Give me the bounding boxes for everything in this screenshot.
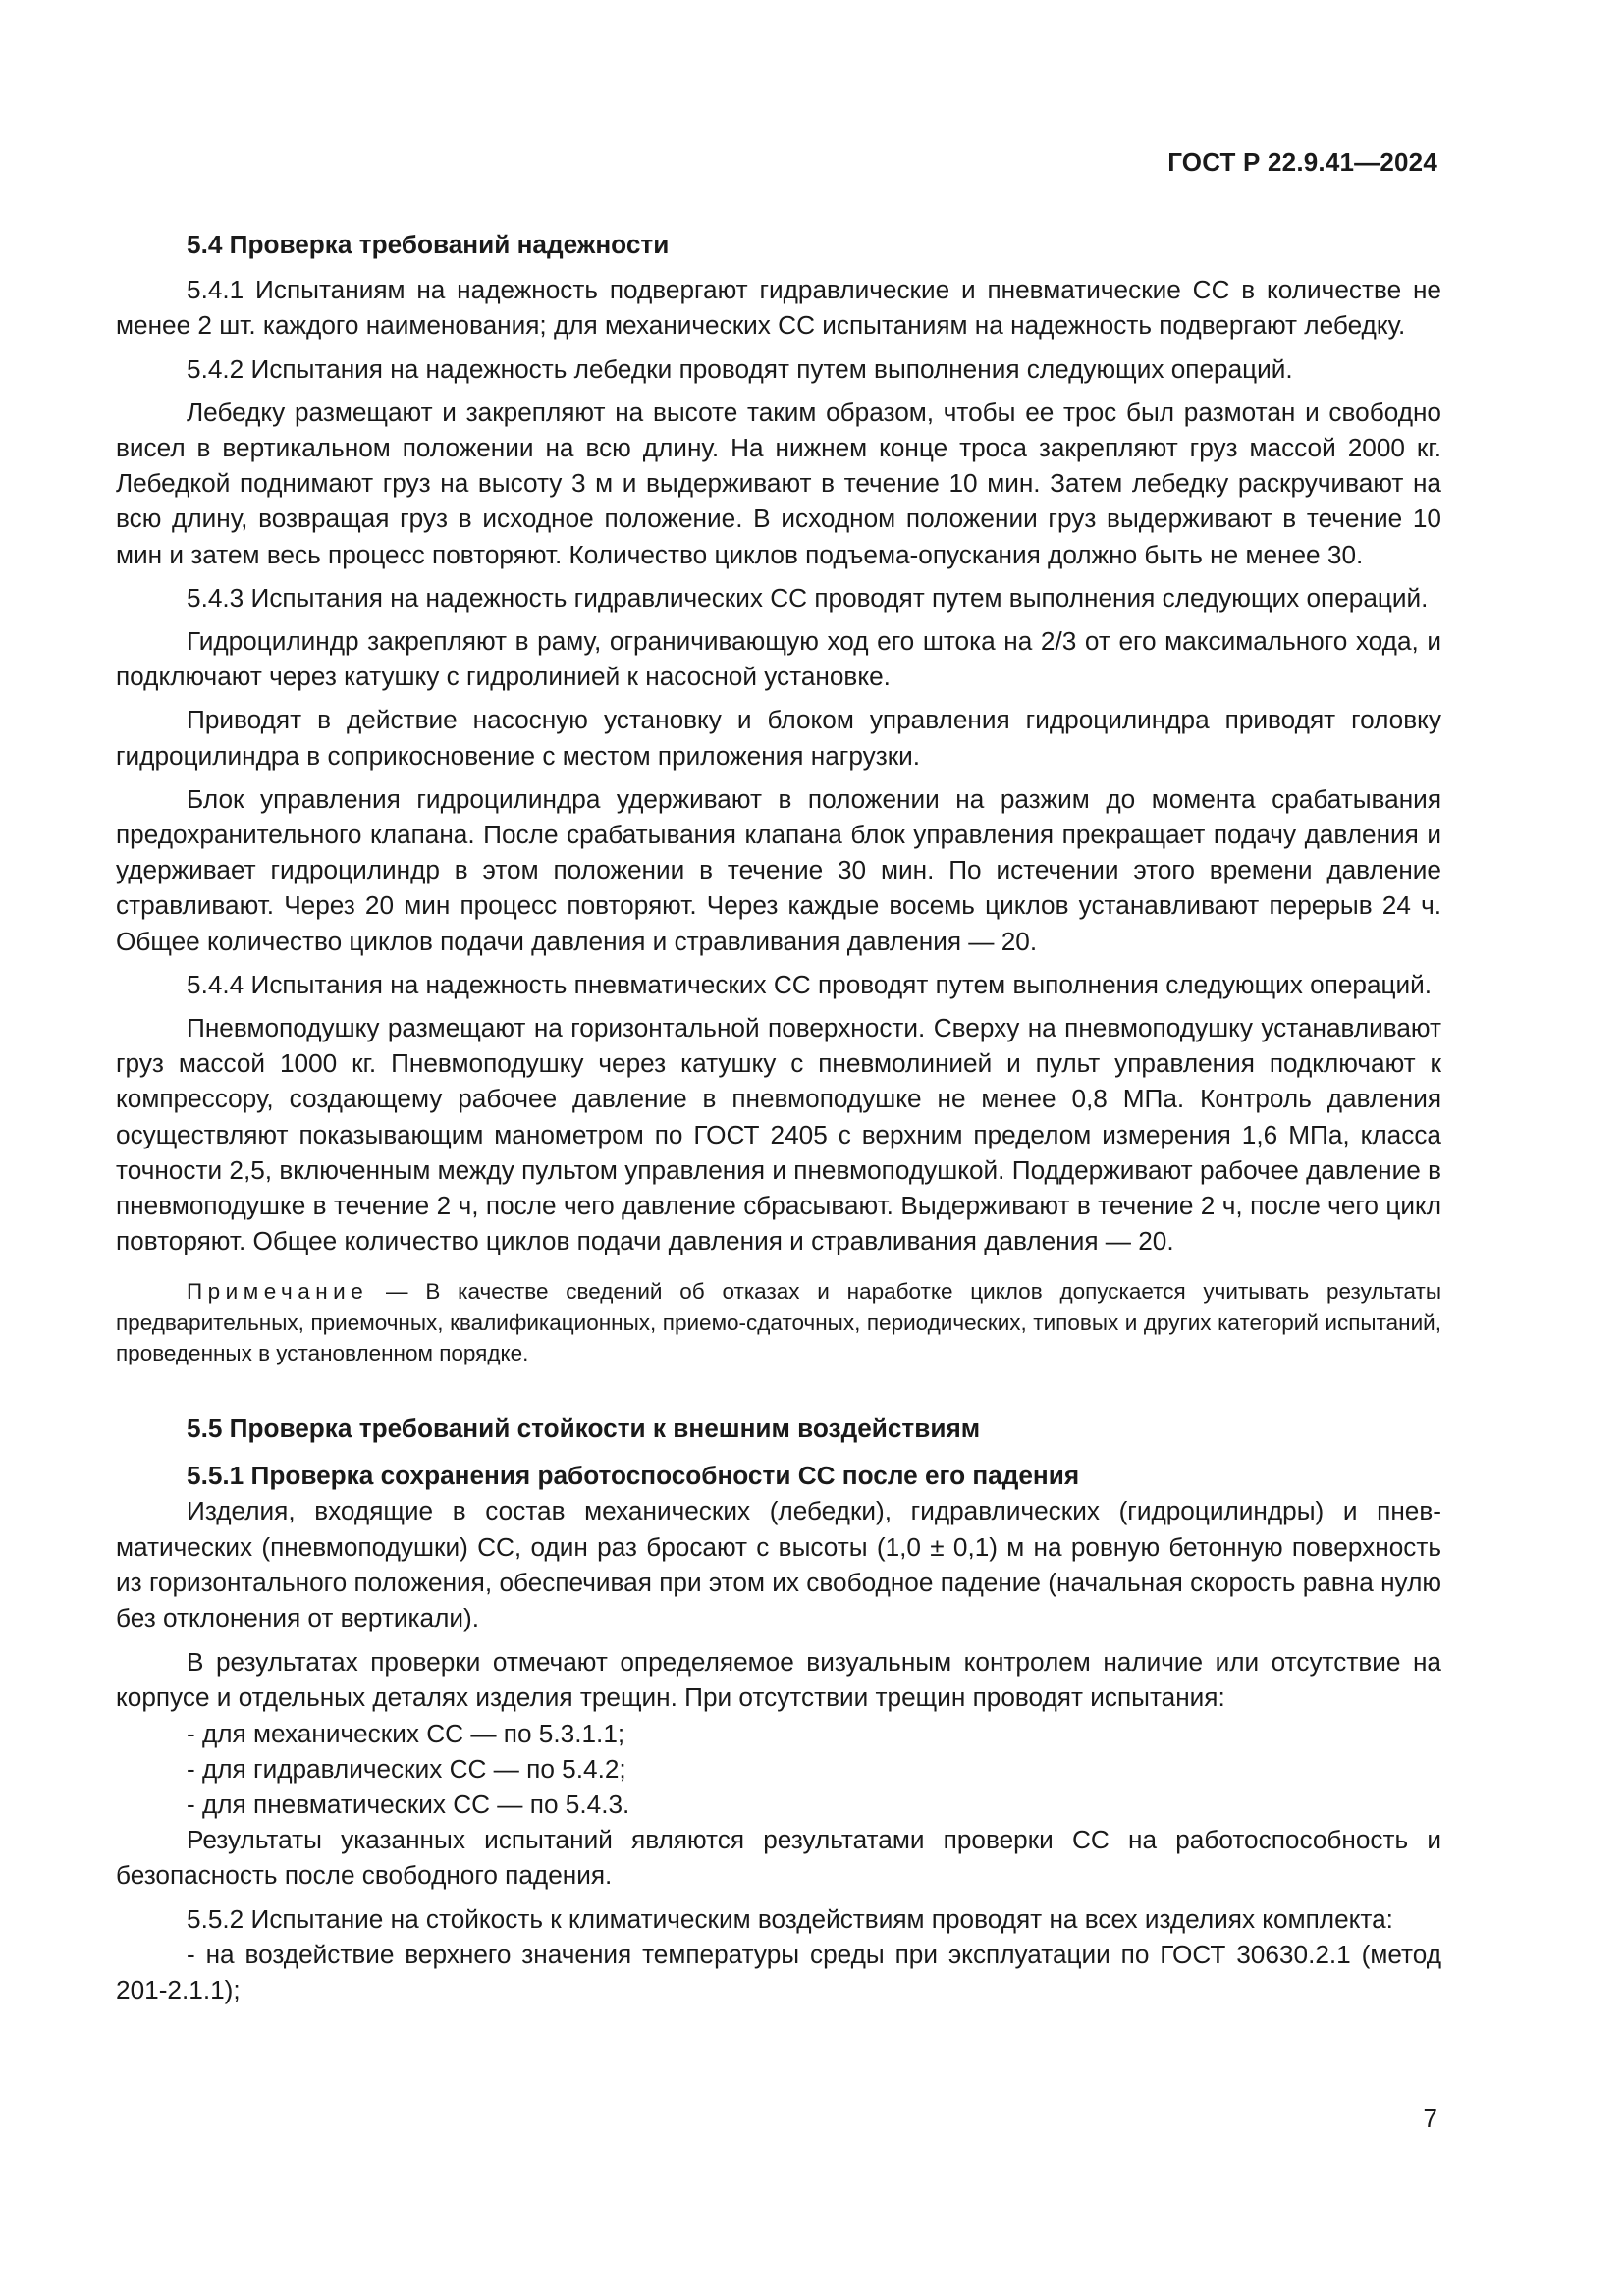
list-item: - для механических СС — по 5.3.1.1; [187, 1718, 625, 1748]
page-number: 7 [1423, 2104, 1437, 2133]
list-item: - для пневматических СС — по 5.4.3. [187, 1789, 630, 1820]
document-code-header: ГОСТ Р 22.9.41—2024 [1167, 147, 1437, 177]
paragraph-crack-inspection: В результатах проверки отмечают определяемое визуальным контролем наличие или отсутствие на корпусе и отдельных деталях изделия трещин. При отсутствии трещин проводят испытания: [116, 1647, 1441, 1713]
subsection-heading-5-5-1: 5.5.1 Проверка сохранения работоспособности СС после его падения [187, 1461, 1080, 1491]
paragraph-cylinder-cycle: Блок управления гидроцилиндра удерживают в положении на разжим до момента срабатывания предохранительного клапана. После срабатывания клапана блок управления прекращает подачу давления и удерживает гидроцилиндр в этом положении в течение 30 мин. По истечении этого времени давление стравливают. Через 20 мин процесс повторяют. Через каждые восемь циклов устанавливают перерыв 24 ч. Общее количество циклов подачи давления и стравливания давления — 20. [116, 783, 1441, 956]
list-item: - для гидравлических СС — по 5.4.2; [187, 1753, 626, 1784]
paragraph-5-4-3: 5.4.3 Испытания на надежность гидравлических СС проводят путем выполнения следующих операций. [187, 582, 1429, 613]
document-body [116, 221, 1441, 2007]
paragraph-5-4-4: 5.4.4 Испытания на надежность пневматических СС проводят путем выполнения следующих операций. [187, 969, 1433, 999]
paragraph-test-results: Результаты указанных испытаний являются результатами проверки СС на работоспособность и безопасность после свободного падения. [116, 1825, 1441, 1891]
paragraph-5-4-2: 5.4.2 Испытания на надежность лебедки проводят путем выполнения следующих операций. [187, 353, 1293, 384]
paragraph-drop-test: Изделия, входящие в состав механических (лебедки), гидравлических (гидроцилиндры) и пневматических (пневмоподушки) СС, один раз бросают с высоты (1,0 ± 0,1) м на ровную бетонную поверхность из горизонтального положения, обеспечивая при этом их свободное падение (начальная скорость равна нулю без отклонения от вертикали). [116, 1496, 1441, 1632]
paragraph-upper-temperature: - на воздействие верхнего значения температуры среды при эксплуатации по ГОСТ 30630.2.1 (метод 201-2.1.1); [116, 1939, 1441, 2005]
paragraph-pump-activation: Приводят в действие насосную установку и блоком управления гидроцилиндра приводят головку гидроцилиндра в соприкосновение с местом приложения нагрузки. [116, 705, 1441, 771]
paragraph-airbag-procedure: Пневмоподушку размещают на горизонтальной поверхности. Сверху на пневмоподушку устанавливают груз массой 1000 кг. Пневмоподушку через катушку с пневмолинией и пульт управления подключают к компрессору, создающему рабочее давление в пневмоподушке не менее 0,8 МПа. Контроль давления осуществляют показывающим манометром по ГОСТ 2405 с верхним пределом измерения 1,6 МПа, класса точности 2,5, включенным между пультом управления и пневмоподушкой. Поддерживают рабочее давление в пневмоподушке в течение 2 ч, после чего давление сбрасывают. Выдерживают в течение 2 ч, после чего цикл повторяют. Общее количество циклов подачи давления и стравливания давления — 20. [116, 1013, 1441, 1256]
section-heading-5-4: 5.4 Проверка требований надежности [187, 230, 670, 259]
section-heading-5-5: 5.5 Проверка требований стойкости к внешним воздействиям [187, 1413, 981, 1443]
paragraph-5-4-1: 5.4.1 Испытаниям на надежность подвергают гидравлические и пневматические СС в количестве не менее 2 шт. каждого наименования; для механических СС испытаниям на надежность подвергают лебедку. [116, 275, 1441, 341]
note-label: Примечание [187, 1279, 369, 1305]
paragraph-winch-procedure: Лебедку размещают и закрепляют на высоте таким образом, чтобы ее трос был размотан и свободно висел в вертикальном положении на всю длину. На нижнем конце троса закрепляют груз массой 2000 кг. Лебедкой поднимают груз на высоту 3 м и выдерживают в течение 10 мин. Затем лебедку раскручивают на всю длину, возвращая груз в исходное положение. В исходном положении груз выдерживают в течение 10 мин и затем весь процесс повторяют. Количество циклов подъема-опускания должно быть не менее 30. [116, 397, 1441, 569]
paragraph-cylinder-mounting: Гидроцилиндр закрепляют в раму, ограничивающую ход его штока на 2/3 от его максимального хода, и подключают через катушку с гидролинией к насосной установке. [116, 626, 1441, 692]
note-paragraph [116, 1276, 1441, 1369]
paragraph-5-5-2: 5.5.2 Испытание на стойкость к климатическим воздействиям проводят на всех изделиях комплекта: [187, 1903, 1393, 1934]
note-text: — В качестве сведений об отказах и наработке циклов допускается учитывать результаты предварительных, приемочных, квалификационных, приемо-сдаточных, периодических, типовых и других категорий испытаний, проведенных в установленном порядке. [116, 1279, 1441, 1366]
